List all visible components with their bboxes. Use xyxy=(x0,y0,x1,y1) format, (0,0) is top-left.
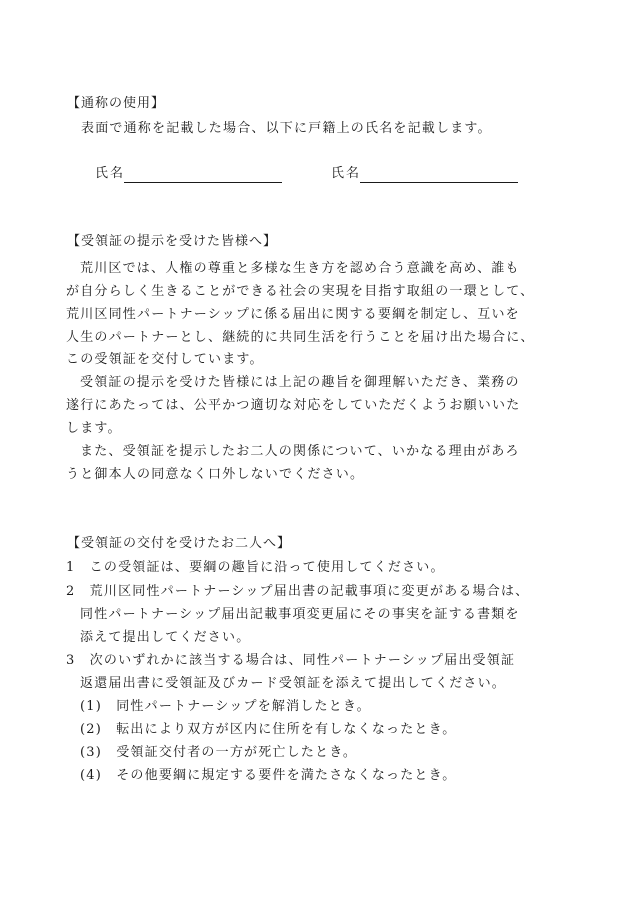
presenters-line-8: します。 xyxy=(66,421,122,436)
recipients-item-2-cont-2: 添えて提出してください。 xyxy=(80,630,251,645)
presenters-line-3: 荒川区同性パートナーシップに係る届出に関する要綱を制定し、互いを xyxy=(66,307,520,322)
presenters-line-9: また、受領証を提示したお二人の関係について、いかなる理由があろ xyxy=(80,444,520,459)
recipients-item-3: 3 次のいずれかに該当する場合は、同性パートナーシップ届出受領証 xyxy=(66,653,516,668)
name-label-2: 氏名 xyxy=(331,166,362,181)
presenters-line-4: 人生のパートナーとし、継続的に共同生活を行うことを届け出た場合に、 xyxy=(66,330,535,345)
presenters-line-10: うと御本人の同意なく口外しないでください。 xyxy=(66,467,365,482)
presenters-line-1: 荒川区では、人権の尊重と多様な生き方を認め合う意識を高め、誰も xyxy=(80,261,520,276)
name-blank-line-2 xyxy=(360,182,518,183)
recipients-item-3-cont: 返還届出書に受領証及びカード受領証を添えて提出してください。 xyxy=(80,676,507,691)
recipients-item-1: 1 この受領証は、要綱の趣旨に沿って使用してください。 xyxy=(66,560,445,575)
presenters-line-6: 受領証の提示を受けた皆様には上記の趣旨を御理解いただき、業務の xyxy=(80,375,520,390)
recipients-item-2-cont-1: 同性パートナーシップ届出記載事項変更届にその事実を証する書類を xyxy=(80,607,520,622)
nickname-section-body: 表面で通称を記載した場合、以下に戸籍上の氏名を記載します。 xyxy=(81,121,492,136)
recipients-item-2: 2 荒川区同性パートナーシップ届出書の記載事項に変更がある場合は、 xyxy=(66,584,530,599)
presenters-line-7: 遂行にあたっては、公平かつ適切な対応をしていただくようお願いいた xyxy=(66,398,521,413)
recipients-subitem-4: (4) その他要綱に規定する要件を満たさなくなったとき。 xyxy=(80,768,457,783)
recipients-subitem-1: (1) 同性パートナーシップを解消したとき。 xyxy=(80,699,371,714)
presenters-line-2: が自分らしく生きることができる社会の実現を目指す取組の一環として、 xyxy=(66,284,535,299)
recipients-section-heading: 【受領証の交付を受けたお二人へ】 xyxy=(67,536,292,551)
presenters-line-5: この受領証を交付しています。 xyxy=(66,352,264,367)
presenters-section-heading: 【受領証の提示を受けた皆様へ】 xyxy=(67,234,278,249)
nickname-section-heading: 【通称の使用】 xyxy=(67,96,166,111)
name-label-1: 氏名 xyxy=(95,166,126,181)
name-blank-line-1 xyxy=(124,182,282,183)
recipients-subitem-3: (3) 受領証交付者の一方が死亡したとき。 xyxy=(80,745,358,760)
name-fields-row xyxy=(0,166,630,184)
recipients-subitem-2: (2) 転出により双方が区内に住所を有しなくなったとき。 xyxy=(80,722,457,737)
